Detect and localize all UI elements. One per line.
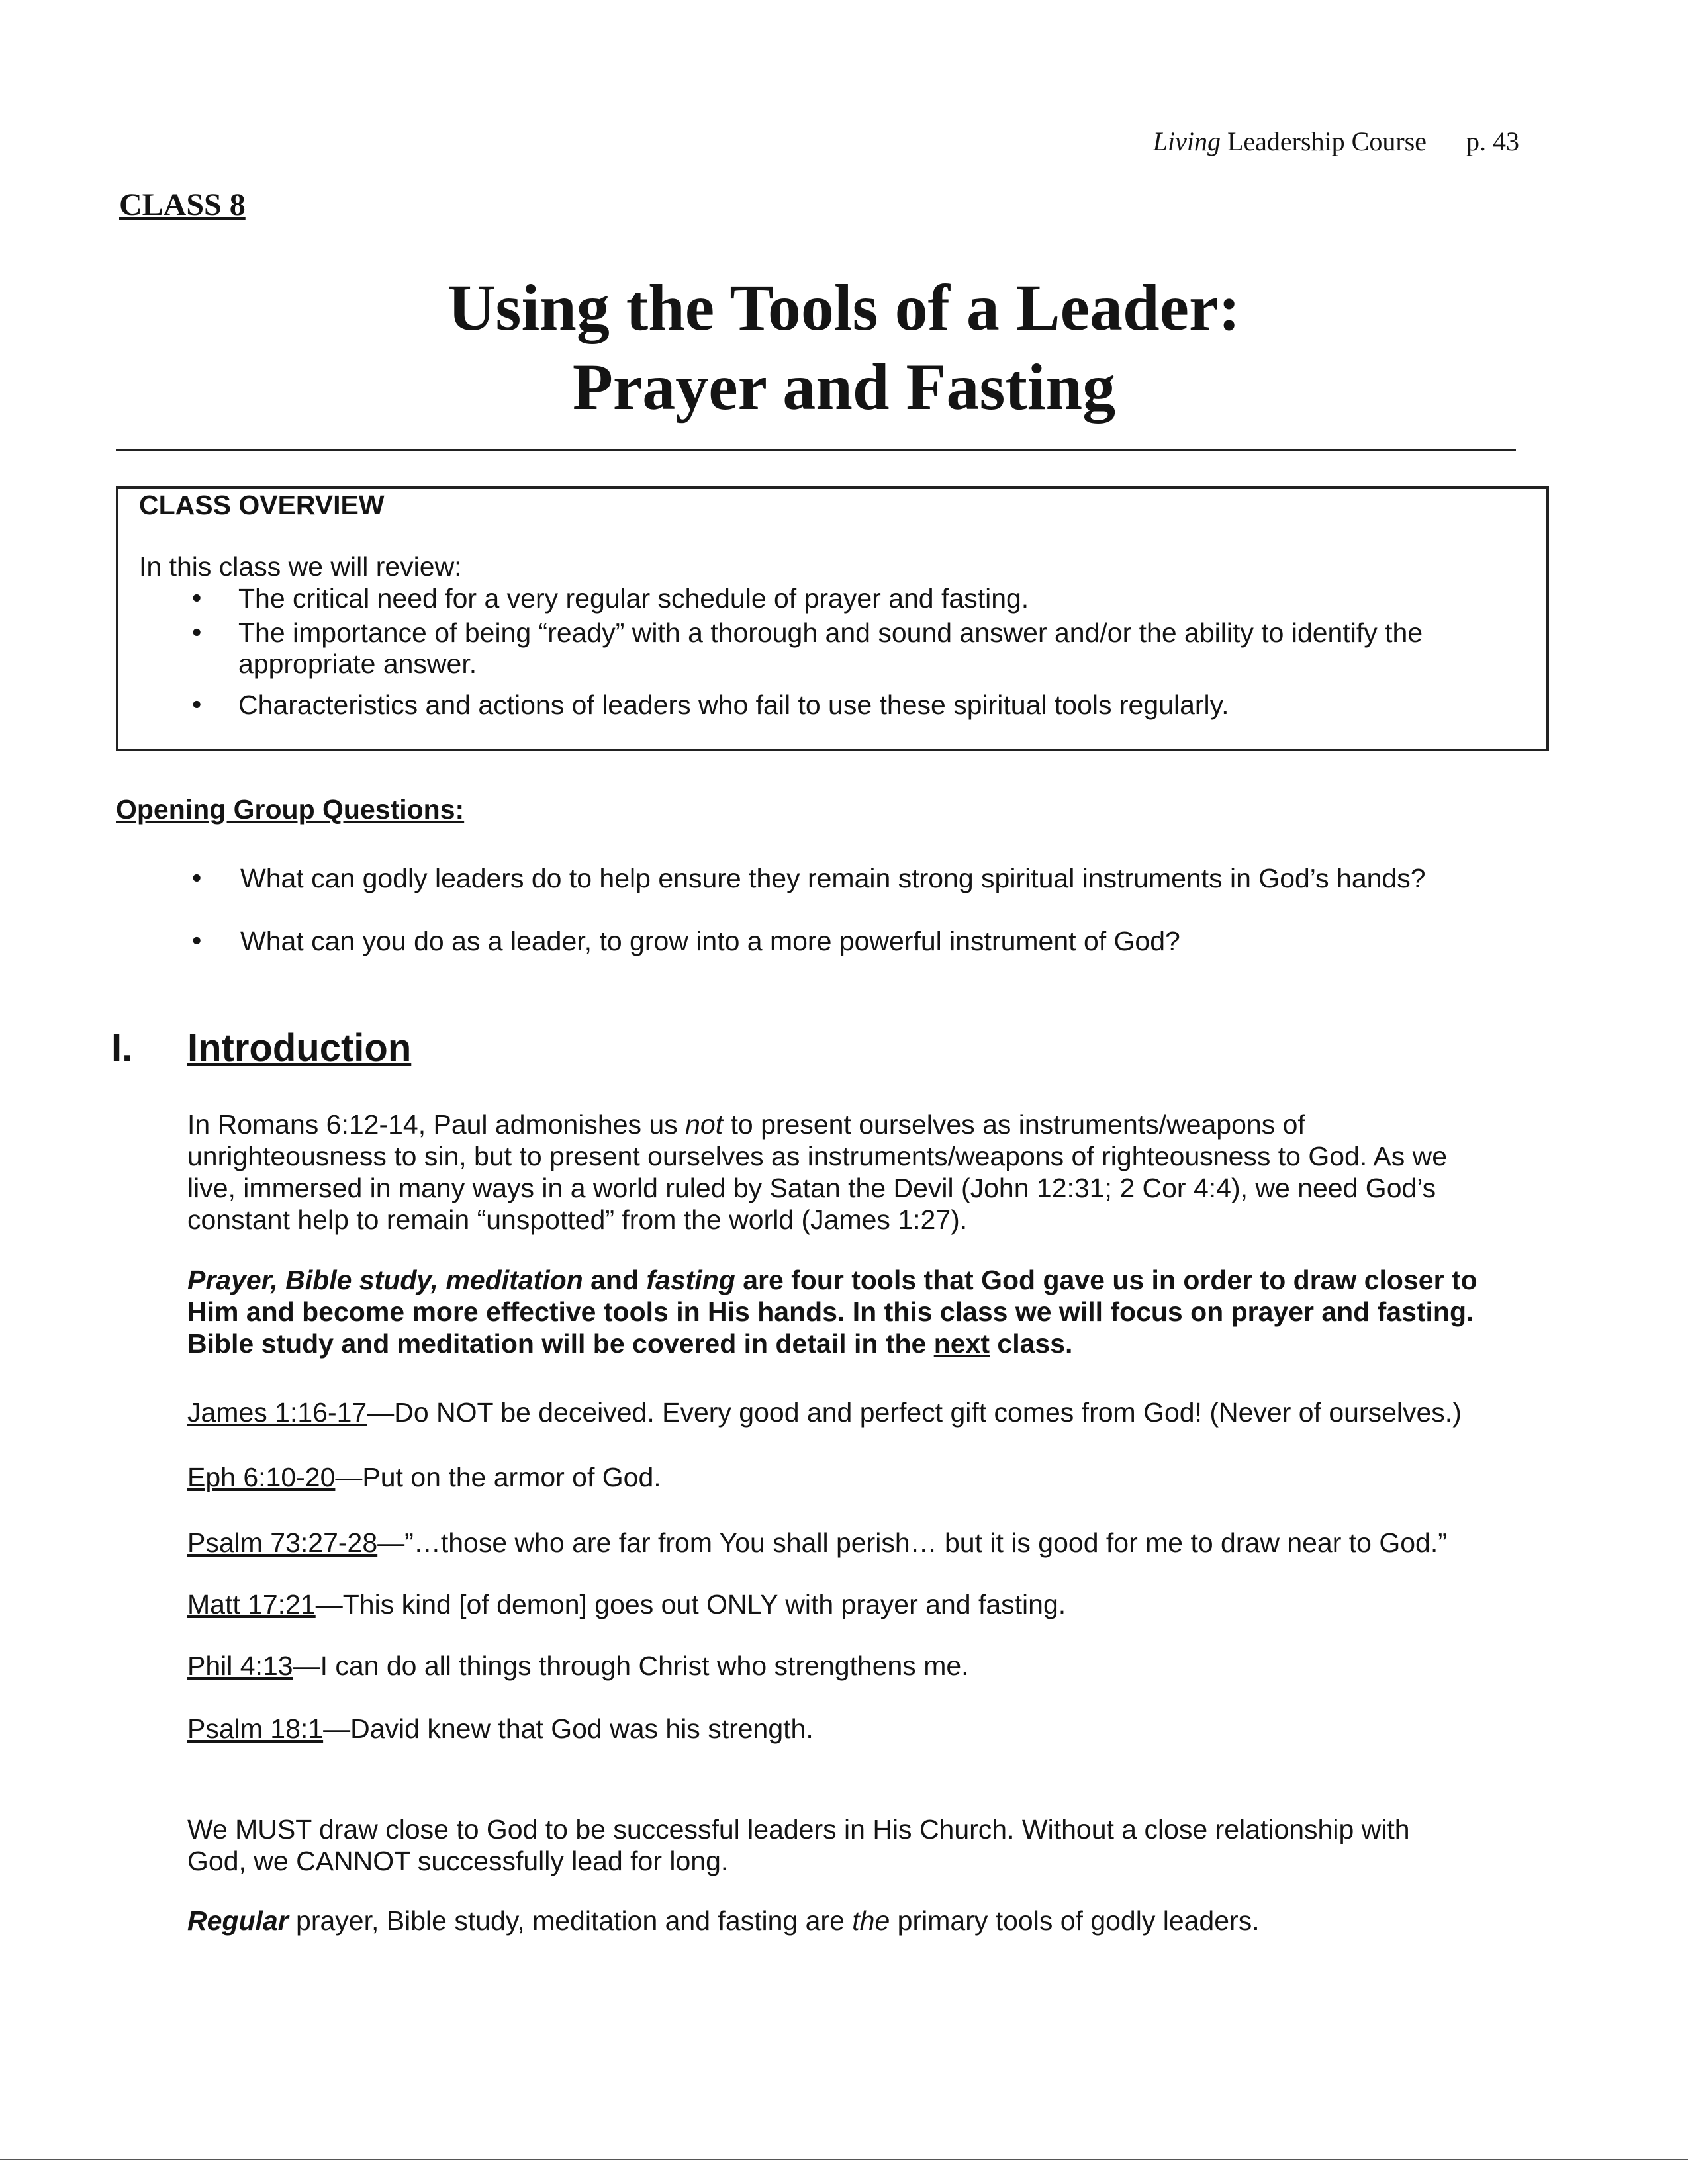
- overview-bullet-continued: appropriate answer.: [238, 649, 477, 679]
- paragraph-text: and: [583, 1265, 647, 1295]
- scripture-note: —”…those who are far from You shall perish… but it is good for me to draw near to God.”: [377, 1527, 1447, 1558]
- paragraph-text: to present ourselves as instruments/weapons of unrighteousness to sin, but to present ourselves as instruments/weapons of righteousness to God. As we live, immersed in many ways in a world ruled by Satan the Devil (John 12:31; 2 Cor 4:4), we need God’s constant help to remain “unspotted” from the world (James 1:27).: [187, 1109, 1448, 1235]
- emphasis-text: Regular: [187, 1905, 289, 1936]
- scripture-note: —Put on the armor of God.: [335, 1462, 661, 1492]
- scripture-reference: [187, 1713, 814, 1745]
- bullet-icon: •: [192, 582, 202, 613]
- running-header: [1153, 126, 1519, 157]
- intro-paragraph-1: [187, 1109, 1501, 1236]
- scripture-reference: [187, 1396, 1462, 1428]
- scripture-note: —This kind [of demon] goes out ONLY with prayer and fasting.: [315, 1589, 1066, 1619]
- course-name-rest: Leadership Course: [1220, 126, 1427, 156]
- overview-intro: In this class we will review:: [139, 551, 462, 582]
- title-line-2: Prayer and Fasting: [572, 350, 1116, 424]
- page-title: [0, 268, 1688, 427]
- overview-bullet: The critical need for a very regular schedule of prayer and fasting.: [238, 583, 1029, 614]
- section-title: Introduction: [187, 1026, 412, 1069]
- overview-heading: CLASS OVERVIEW: [139, 490, 385, 520]
- emphasis-text: Prayer, Bible study, meditation: [187, 1265, 583, 1295]
- intro-paragraph-2: [187, 1264, 1501, 1359]
- bullet-icon: •: [192, 689, 202, 719]
- opening-questions-heading: Opening Group Questions:: [116, 794, 465, 825]
- paragraph-text: class.: [990, 1328, 1073, 1359]
- overview-bullet: The importance of being “ready” with a thorough and sound answer and/or the ability to identify the: [238, 617, 1423, 648]
- intro-paragraph-4: [187, 1905, 1260, 1936]
- title-line-1: Using the Tools of a Leader:: [447, 271, 1241, 344]
- bullet-icon: •: [192, 617, 202, 647]
- scripture-ref: Phil 4:13: [187, 1651, 293, 1681]
- scripture-ref: Psalm 73:27-28: [187, 1527, 378, 1558]
- scripture-ref: Psalm 18:1: [187, 1713, 324, 1744]
- intro-paragraph-3: We MUST draw close to God to be successful leaders in His Church. Without a close relationship with God, we CANNOT successfully lead for long.: [187, 1814, 1410, 1876]
- scripture-reference: [187, 1588, 1066, 1620]
- paragraph-text: prayer, Bible study, meditation and fasting are: [288, 1905, 853, 1936]
- emphasis-text: the: [852, 1905, 890, 1936]
- scripture-note: —David knew that God was his strength.: [323, 1713, 814, 1744]
- scripture-ref: James 1:16-17: [187, 1397, 367, 1428]
- title-divider: [116, 449, 1516, 451]
- bullet-icon: •: [192, 862, 202, 893]
- scripture-ref: Eph 6:10-20: [187, 1462, 336, 1492]
- paragraph-text: are four tools that God gave us in order to draw closer to Him and become more effective tools in His hands. In this class we will focus on prayer and fasting. Bible study and meditation will be covered in detail in the: [187, 1265, 1477, 1359]
- section-number: I.: [111, 1026, 133, 1069]
- emphasis-text: fasting: [646, 1265, 735, 1295]
- class-label: CLASS 8: [119, 187, 246, 222]
- scripture-reference: [187, 1461, 661, 1493]
- scripture-reference: [187, 1527, 1447, 1559]
- paragraph-text: In Romans 6:12-14, Paul admonishes us: [187, 1109, 686, 1140]
- paragraph-text: primary tools of godly leaders.: [890, 1905, 1260, 1936]
- scripture-note: —I can do all things through Christ who strengthens me.: [293, 1651, 969, 1681]
- course-name-italic: Living: [1152, 126, 1221, 156]
- page-number: p. 43: [1466, 126, 1519, 156]
- page-bottom-edge: [0, 2159, 1688, 2160]
- question-item: What can godly leaders do to help ensure they remain strong spiritual instruments in God’s hands?: [240, 863, 1426, 893]
- overview-bullet: Characteristics and actions of leaders who fail to use these spiritual tools regularly.: [238, 690, 1229, 720]
- question-item: What can you do as a leader, to grow into a more powerful instrument of God?: [240, 926, 1180, 956]
- scripture-ref: Matt 17:21: [187, 1589, 316, 1619]
- scripture-note: —Do NOT be deceived. Every good and perfect gift comes from God! (Never of ourselves.): [367, 1397, 1462, 1428]
- bullet-icon: •: [192, 925, 202, 956]
- emphasis-text: not: [685, 1109, 724, 1140]
- scripture-reference: [187, 1650, 969, 1682]
- underlined-text: next: [933, 1328, 990, 1359]
